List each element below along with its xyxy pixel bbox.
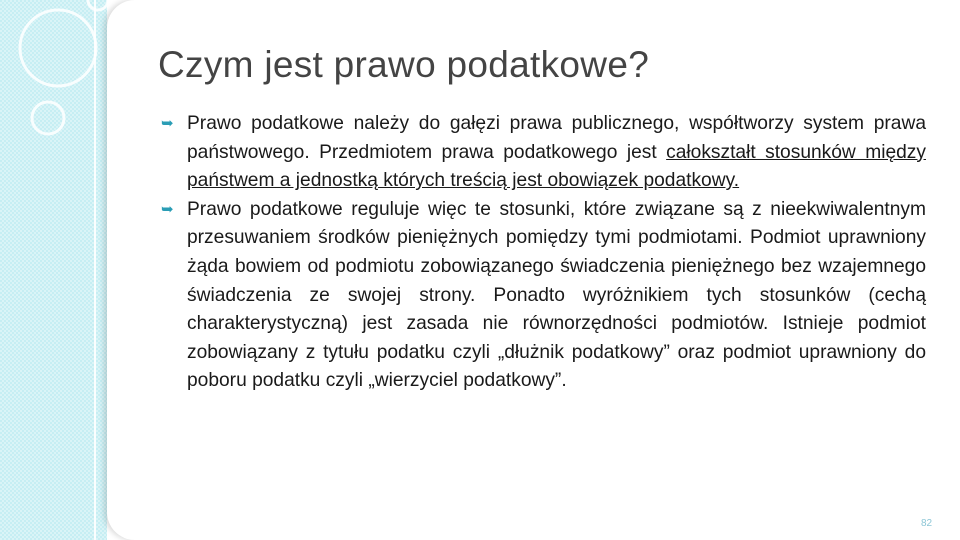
bullet-paragraph-1 (160, 110, 926, 196)
curved-arrow-bullet-icon: ➥ (161, 200, 174, 218)
slide-number: 82 (921, 518, 933, 529)
paragraph-2-text: Prawo podatkowe reguluje więc te stosunki, które związane są z nieekwiwalentnym przesuwaniem środków pieniężnych pomiędzy tymi podmiotami. Podmiot uprawniony żąda bowiem od podmiotu zobowiązanego świadczenia pieniężnego bez wzajemnego świadczenia ze swojej strony. Ponadto wyróżnikiem tych stosunków (cechą charakterystyczną) jest zasada nie równorzędności podmiotów. Istnieje podmiot zobowiązany z tytułu podatku czyli „dłużnik podatkowy” oraz podmiot uprawniony do poboru podatku czyli „wierzyciel podatkowy”. (187, 198, 926, 392)
bullet-paragraph-2 (160, 196, 926, 396)
decorative-circles-graphic (0, 0, 107, 540)
paragraph-1-text: Prawo podatkowe należy do gałęzi prawa publicznego, współtworzy system prawa państwowego. Przedmiotem prawa podatkowego jest (187, 113, 926, 163)
curved-arrow-bullet-icon: ➥ (161, 115, 174, 132)
slide-body (160, 110, 926, 396)
slide-title: Czym jest prawo podatkowe? (158, 44, 650, 85)
paragraph-1-underlined-text: całokształt stosunków między państwem a jednostką których treścią jest obowiązek podatkowy. (187, 141, 926, 192)
